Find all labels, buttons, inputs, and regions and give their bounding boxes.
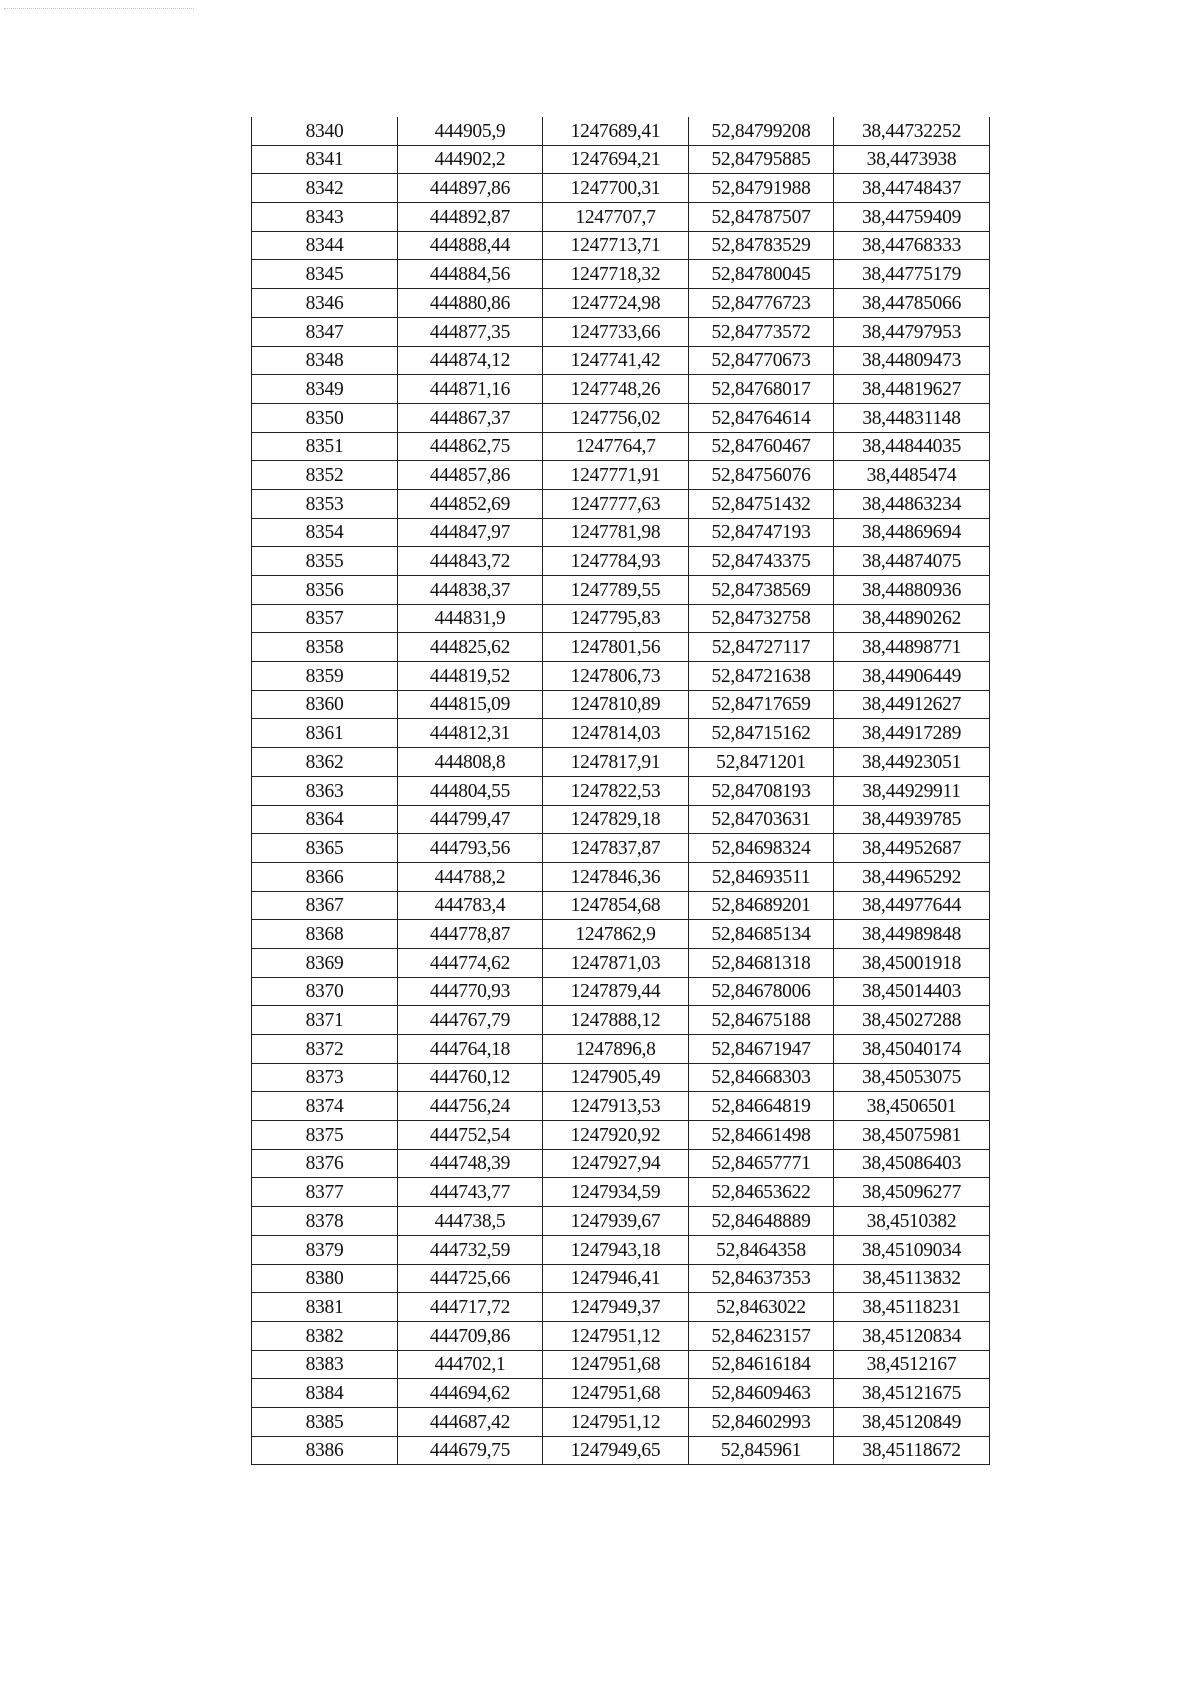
longitude-cell: 38,45118231 <box>834 1293 990 1322</box>
table-row <box>252 547 990 576</box>
longitude-cell: 38,44819627 <box>834 375 990 404</box>
latitude-cell: 52,84648889 <box>689 1207 834 1236</box>
table-row <box>252 1235 990 1264</box>
point-number-cell: 8352 <box>252 461 398 490</box>
table-row <box>252 203 990 232</box>
point-number-cell: 8382 <box>252 1321 398 1350</box>
y-coordinate-cell: 1247771,91 <box>543 461 689 490</box>
y-coordinate-cell: 1247949,37 <box>543 1293 689 1322</box>
point-number-cell: 8348 <box>252 346 398 375</box>
y-coordinate-cell: 1247694,21 <box>543 145 689 174</box>
x-coordinate-cell: 444709,86 <box>398 1321 543 1350</box>
longitude-cell: 38,45053075 <box>834 1063 990 1092</box>
x-coordinate-cell: 444815,09 <box>398 690 543 719</box>
y-coordinate-cell: 1247946,41 <box>543 1264 689 1293</box>
y-coordinate-cell: 1247781,98 <box>543 518 689 547</box>
point-number-cell: 8370 <box>252 977 398 1006</box>
latitude-cell: 52,84783529 <box>689 231 834 260</box>
latitude-cell: 52,84671947 <box>689 1035 834 1064</box>
longitude-cell: 38,44890262 <box>834 604 990 633</box>
y-coordinate-cell: 1247949,65 <box>543 1436 689 1465</box>
point-number-cell: 8355 <box>252 547 398 576</box>
latitude-cell: 52,84738569 <box>689 576 834 605</box>
table-row <box>252 1350 990 1379</box>
longitude-cell: 38,45118672 <box>834 1436 990 1465</box>
table-row <box>252 1035 990 1064</box>
longitude-cell: 38,45040174 <box>834 1035 990 1064</box>
point-number-cell: 8383 <box>252 1350 398 1379</box>
table-row <box>252 1006 990 1035</box>
longitude-cell: 38,4473938 <box>834 145 990 174</box>
table-row <box>252 1293 990 1322</box>
x-coordinate-cell: 444793,56 <box>398 834 543 863</box>
longitude-cell: 38,44863234 <box>834 489 990 518</box>
point-number-cell: 8368 <box>252 920 398 949</box>
table-row <box>252 375 990 404</box>
point-number-cell: 8376 <box>252 1149 398 1178</box>
longitude-cell: 38,44917289 <box>834 719 990 748</box>
longitude-cell: 38,45121675 <box>834 1379 990 1408</box>
latitude-cell: 52,84770673 <box>689 346 834 375</box>
longitude-cell: 38,45096277 <box>834 1178 990 1207</box>
table-row <box>252 920 990 949</box>
y-coordinate-cell: 1247689,41 <box>543 117 689 145</box>
latitude-cell: 52,84743375 <box>689 547 834 576</box>
latitude-cell: 52,84751432 <box>689 489 834 518</box>
longitude-cell: 38,4510382 <box>834 1207 990 1236</box>
point-number-cell: 8344 <box>252 231 398 260</box>
longitude-cell: 38,45027288 <box>834 1006 990 1035</box>
longitude-cell: 38,44977644 <box>834 891 990 920</box>
longitude-cell: 38,45120834 <box>834 1321 990 1350</box>
latitude-cell: 52,84776723 <box>689 289 834 318</box>
point-number-cell: 8379 <box>252 1235 398 1264</box>
point-number-cell: 8341 <box>252 145 398 174</box>
point-number-cell: 8351 <box>252 432 398 461</box>
point-number-cell: 8359 <box>252 662 398 691</box>
x-coordinate-cell: 444799,47 <box>398 805 543 834</box>
longitude-cell: 38,44759409 <box>834 203 990 232</box>
y-coordinate-cell: 1247905,49 <box>543 1063 689 1092</box>
longitude-cell: 38,45001918 <box>834 948 990 977</box>
y-coordinate-cell: 1247810,89 <box>543 690 689 719</box>
point-number-cell: 8360 <box>252 690 398 719</box>
x-coordinate-cell: 444852,69 <box>398 489 543 518</box>
point-number-cell: 8385 <box>252 1407 398 1436</box>
point-number-cell: 8377 <box>252 1178 398 1207</box>
x-coordinate-cell: 444838,37 <box>398 576 543 605</box>
latitude-cell: 52,84703631 <box>689 805 834 834</box>
table-row <box>252 1063 990 1092</box>
longitude-cell: 38,45086403 <box>834 1149 990 1178</box>
table-row <box>252 604 990 633</box>
latitude-cell: 52,84693511 <box>689 862 834 891</box>
latitude-cell: 52,84764614 <box>689 403 834 432</box>
x-coordinate-cell: 444857,86 <box>398 461 543 490</box>
table-row <box>252 776 990 805</box>
latitude-cell: 52,84780045 <box>689 260 834 289</box>
point-number-cell: 8374 <box>252 1092 398 1121</box>
latitude-cell: 52,84689201 <box>689 891 834 920</box>
point-number-cell: 8371 <box>252 1006 398 1035</box>
table-row <box>252 1121 990 1150</box>
latitude-cell: 52,84678006 <box>689 977 834 1006</box>
table-row <box>252 576 990 605</box>
x-coordinate-cell: 444888,44 <box>398 231 543 260</box>
longitude-cell: 38,44929911 <box>834 776 990 805</box>
longitude-cell: 38,44874075 <box>834 547 990 576</box>
table-row <box>252 489 990 518</box>
coordinates-table <box>251 117 990 1465</box>
point-number-cell: 8375 <box>252 1121 398 1150</box>
x-coordinate-cell: 444905,9 <box>398 117 543 145</box>
longitude-cell: 38,44952687 <box>834 834 990 863</box>
y-coordinate-cell: 1247943,18 <box>543 1235 689 1264</box>
longitude-cell: 38,44912627 <box>834 690 990 719</box>
table-row <box>252 1264 990 1293</box>
x-coordinate-cell: 444702,1 <box>398 1350 543 1379</box>
longitude-cell: 38,44768333 <box>834 231 990 260</box>
y-coordinate-cell: 1247801,56 <box>543 633 689 662</box>
y-coordinate-cell: 1247879,44 <box>543 977 689 1006</box>
x-coordinate-cell: 444867,37 <box>398 403 543 432</box>
y-coordinate-cell: 1247829,18 <box>543 805 689 834</box>
table-row <box>252 977 990 1006</box>
longitude-cell: 38,44748437 <box>834 174 990 203</box>
x-coordinate-cell: 444902,2 <box>398 145 543 174</box>
table-row <box>252 461 990 490</box>
latitude-cell: 52,84708193 <box>689 776 834 805</box>
table-row <box>252 145 990 174</box>
point-number-cell: 8353 <box>252 489 398 518</box>
longitude-cell: 38,44809473 <box>834 346 990 375</box>
latitude-cell: 52,84732758 <box>689 604 834 633</box>
y-coordinate-cell: 1247741,42 <box>543 346 689 375</box>
x-coordinate-cell: 444738,5 <box>398 1207 543 1236</box>
x-coordinate-cell: 444884,56 <box>398 260 543 289</box>
latitude-cell: 52,845961 <box>689 1436 834 1465</box>
y-coordinate-cell: 1247871,03 <box>543 948 689 977</box>
latitude-cell: 52,84653622 <box>689 1178 834 1207</box>
x-coordinate-cell: 444778,87 <box>398 920 543 949</box>
y-coordinate-cell: 1247951,68 <box>543 1379 689 1408</box>
point-number-cell: 8380 <box>252 1264 398 1293</box>
x-coordinate-cell: 444748,39 <box>398 1149 543 1178</box>
point-number-cell: 8350 <box>252 403 398 432</box>
x-coordinate-cell: 444694,62 <box>398 1379 543 1408</box>
table-row <box>252 1321 990 1350</box>
x-coordinate-cell: 444764,18 <box>398 1035 543 1064</box>
y-coordinate-cell: 1247756,02 <box>543 403 689 432</box>
y-coordinate-cell: 1247837,87 <box>543 834 689 863</box>
scan-artifact-line <box>4 8 194 9</box>
latitude-cell: 52,84756076 <box>689 461 834 490</box>
x-coordinate-cell: 444871,16 <box>398 375 543 404</box>
y-coordinate-cell: 1247896,8 <box>543 1035 689 1064</box>
x-coordinate-cell: 444843,72 <box>398 547 543 576</box>
table-row <box>252 690 990 719</box>
longitude-cell: 38,44906449 <box>834 662 990 691</box>
x-coordinate-cell: 444767,79 <box>398 1006 543 1035</box>
longitude-cell: 38,4485474 <box>834 461 990 490</box>
y-coordinate-cell: 1247846,36 <box>543 862 689 891</box>
x-coordinate-cell: 444788,2 <box>398 862 543 891</box>
y-coordinate-cell: 1247748,26 <box>543 375 689 404</box>
y-coordinate-cell: 1247700,31 <box>543 174 689 203</box>
longitude-cell: 38,44923051 <box>834 748 990 777</box>
point-number-cell: 8358 <box>252 633 398 662</box>
longitude-cell: 38,44869694 <box>834 518 990 547</box>
point-number-cell: 8373 <box>252 1063 398 1092</box>
y-coordinate-cell: 1247707,7 <box>543 203 689 232</box>
table-row <box>252 633 990 662</box>
x-coordinate-cell: 444760,12 <box>398 1063 543 1092</box>
table-row <box>252 948 990 977</box>
coordinates-table-container <box>251 117 989 1465</box>
longitude-cell: 38,4512167 <box>834 1350 990 1379</box>
x-coordinate-cell: 444687,42 <box>398 1407 543 1436</box>
coordinates-table-body <box>252 117 990 1465</box>
table-row <box>252 317 990 346</box>
latitude-cell: 52,84602993 <box>689 1407 834 1436</box>
table-row <box>252 260 990 289</box>
x-coordinate-cell: 444808,8 <box>398 748 543 777</box>
y-coordinate-cell: 1247784,93 <box>543 547 689 576</box>
point-number-cell: 8369 <box>252 948 398 977</box>
point-number-cell: 8372 <box>252 1035 398 1064</box>
point-number-cell: 8347 <box>252 317 398 346</box>
latitude-cell: 52,84787507 <box>689 203 834 232</box>
x-coordinate-cell: 444862,75 <box>398 432 543 461</box>
point-number-cell: 8384 <box>252 1379 398 1408</box>
latitude-cell: 52,84721638 <box>689 662 834 691</box>
x-coordinate-cell: 444897,86 <box>398 174 543 203</box>
table-row <box>252 805 990 834</box>
latitude-cell: 52,8464358 <box>689 1235 834 1264</box>
table-row <box>252 346 990 375</box>
point-number-cell: 8345 <box>252 260 398 289</box>
x-coordinate-cell: 444756,24 <box>398 1092 543 1121</box>
table-row <box>252 403 990 432</box>
x-coordinate-cell: 444743,77 <box>398 1178 543 1207</box>
point-number-cell: 8340 <box>252 117 398 145</box>
table-row <box>252 289 990 318</box>
x-coordinate-cell: 444847,97 <box>398 518 543 547</box>
x-coordinate-cell: 444804,55 <box>398 776 543 805</box>
table-row <box>252 174 990 203</box>
latitude-cell: 52,84768017 <box>689 375 834 404</box>
longitude-cell: 38,44989848 <box>834 920 990 949</box>
table-row <box>252 1379 990 1408</box>
longitude-cell: 38,44775179 <box>834 260 990 289</box>
y-coordinate-cell: 1247939,67 <box>543 1207 689 1236</box>
latitude-cell: 52,84664819 <box>689 1092 834 1121</box>
latitude-cell: 52,84685134 <box>689 920 834 949</box>
x-coordinate-cell: 444752,54 <box>398 1121 543 1150</box>
longitude-cell: 38,44898771 <box>834 633 990 662</box>
x-coordinate-cell: 444732,59 <box>398 1235 543 1264</box>
table-row <box>252 662 990 691</box>
latitude-cell: 52,84609463 <box>689 1379 834 1408</box>
point-number-cell: 8381 <box>252 1293 398 1322</box>
y-coordinate-cell: 1247822,53 <box>543 776 689 805</box>
longitude-cell: 38,44785066 <box>834 289 990 318</box>
point-number-cell: 8342 <box>252 174 398 203</box>
y-coordinate-cell: 1247806,73 <box>543 662 689 691</box>
x-coordinate-cell: 444819,52 <box>398 662 543 691</box>
longitude-cell: 38,45075981 <box>834 1121 990 1150</box>
point-number-cell: 8346 <box>252 289 398 318</box>
latitude-cell: 52,84623157 <box>689 1321 834 1350</box>
y-coordinate-cell: 1247789,55 <box>543 576 689 605</box>
point-number-cell: 8357 <box>252 604 398 633</box>
x-coordinate-cell: 444717,72 <box>398 1293 543 1322</box>
table-row <box>252 1092 990 1121</box>
table-row <box>252 834 990 863</box>
longitude-cell: 38,44844035 <box>834 432 990 461</box>
latitude-cell: 52,84681318 <box>689 948 834 977</box>
y-coordinate-cell: 1247951,68 <box>543 1350 689 1379</box>
point-number-cell: 8362 <box>252 748 398 777</box>
table-row <box>252 117 990 145</box>
table-row <box>252 1207 990 1236</box>
table-row <box>252 719 990 748</box>
latitude-cell: 52,84747193 <box>689 518 834 547</box>
y-coordinate-cell: 1247814,03 <box>543 719 689 748</box>
latitude-cell: 52,84616184 <box>689 1350 834 1379</box>
table-row <box>252 432 990 461</box>
x-coordinate-cell: 444874,12 <box>398 346 543 375</box>
longitude-cell: 38,4506501 <box>834 1092 990 1121</box>
latitude-cell: 52,84717659 <box>689 690 834 719</box>
y-coordinate-cell: 1247713,71 <box>543 231 689 260</box>
y-coordinate-cell: 1247913,53 <box>543 1092 689 1121</box>
longitude-cell: 38,45109034 <box>834 1235 990 1264</box>
table-row <box>252 231 990 260</box>
x-coordinate-cell: 444892,87 <box>398 203 543 232</box>
latitude-cell: 52,84773572 <box>689 317 834 346</box>
point-number-cell: 8367 <box>252 891 398 920</box>
point-number-cell: 8354 <box>252 518 398 547</box>
latitude-cell: 52,8471201 <box>689 748 834 777</box>
point-number-cell: 8356 <box>252 576 398 605</box>
x-coordinate-cell: 444877,35 <box>398 317 543 346</box>
longitude-cell: 38,44831148 <box>834 403 990 432</box>
y-coordinate-cell: 1247817,91 <box>543 748 689 777</box>
latitude-cell: 52,8463022 <box>689 1293 834 1322</box>
latitude-cell: 52,84799208 <box>689 117 834 145</box>
latitude-cell: 52,84668303 <box>689 1063 834 1092</box>
latitude-cell: 52,84698324 <box>689 834 834 863</box>
x-coordinate-cell: 444774,62 <box>398 948 543 977</box>
point-number-cell: 8386 <box>252 1436 398 1465</box>
x-coordinate-cell: 444770,93 <box>398 977 543 1006</box>
latitude-cell: 52,84795885 <box>689 145 834 174</box>
point-number-cell: 8378 <box>252 1207 398 1236</box>
point-number-cell: 8343 <box>252 203 398 232</box>
y-coordinate-cell: 1247795,83 <box>543 604 689 633</box>
latitude-cell: 52,84727117 <box>689 633 834 662</box>
table-row <box>252 1407 990 1436</box>
longitude-cell: 38,45014403 <box>834 977 990 1006</box>
y-coordinate-cell: 1247724,98 <box>543 289 689 318</box>
table-row <box>252 518 990 547</box>
y-coordinate-cell: 1247927,94 <box>543 1149 689 1178</box>
x-coordinate-cell: 444880,86 <box>398 289 543 318</box>
longitude-cell: 38,45120849 <box>834 1407 990 1436</box>
longitude-cell: 38,45113832 <box>834 1264 990 1293</box>
point-number-cell: 8363 <box>252 776 398 805</box>
table-row <box>252 1436 990 1465</box>
table-row <box>252 862 990 891</box>
table-row <box>252 748 990 777</box>
x-coordinate-cell: 444725,66 <box>398 1264 543 1293</box>
x-coordinate-cell: 444812,31 <box>398 719 543 748</box>
longitude-cell: 38,44797953 <box>834 317 990 346</box>
table-row <box>252 1149 990 1178</box>
latitude-cell: 52,84637353 <box>689 1264 834 1293</box>
point-number-cell: 8361 <box>252 719 398 748</box>
x-coordinate-cell: 444831,9 <box>398 604 543 633</box>
x-coordinate-cell: 444783,4 <box>398 891 543 920</box>
y-coordinate-cell: 1247934,59 <box>543 1178 689 1207</box>
y-coordinate-cell: 1247777,63 <box>543 489 689 518</box>
latitude-cell: 52,84791988 <box>689 174 834 203</box>
longitude-cell: 38,44732252 <box>834 117 990 145</box>
point-number-cell: 8366 <box>252 862 398 891</box>
latitude-cell: 52,84661498 <box>689 1121 834 1150</box>
x-coordinate-cell: 444679,75 <box>398 1436 543 1465</box>
y-coordinate-cell: 1247862,9 <box>543 920 689 949</box>
longitude-cell: 38,44880936 <box>834 576 990 605</box>
longitude-cell: 38,44965292 <box>834 862 990 891</box>
y-coordinate-cell: 1247764,7 <box>543 432 689 461</box>
point-number-cell: 8364 <box>252 805 398 834</box>
latitude-cell: 52,84675188 <box>689 1006 834 1035</box>
longitude-cell: 38,44939785 <box>834 805 990 834</box>
y-coordinate-cell: 1247951,12 <box>543 1321 689 1350</box>
point-number-cell: 8349 <box>252 375 398 404</box>
y-coordinate-cell: 1247854,68 <box>543 891 689 920</box>
latitude-cell: 52,84657771 <box>689 1149 834 1178</box>
y-coordinate-cell: 1247888,12 <box>543 1006 689 1035</box>
point-number-cell: 8365 <box>252 834 398 863</box>
table-row <box>252 891 990 920</box>
y-coordinate-cell: 1247920,92 <box>543 1121 689 1150</box>
y-coordinate-cell: 1247733,66 <box>543 317 689 346</box>
latitude-cell: 52,84760467 <box>689 432 834 461</box>
y-coordinate-cell: 1247951,12 <box>543 1407 689 1436</box>
latitude-cell: 52,84715162 <box>689 719 834 748</box>
table-row <box>252 1178 990 1207</box>
y-coordinate-cell: 1247718,32 <box>543 260 689 289</box>
x-coordinate-cell: 444825,62 <box>398 633 543 662</box>
